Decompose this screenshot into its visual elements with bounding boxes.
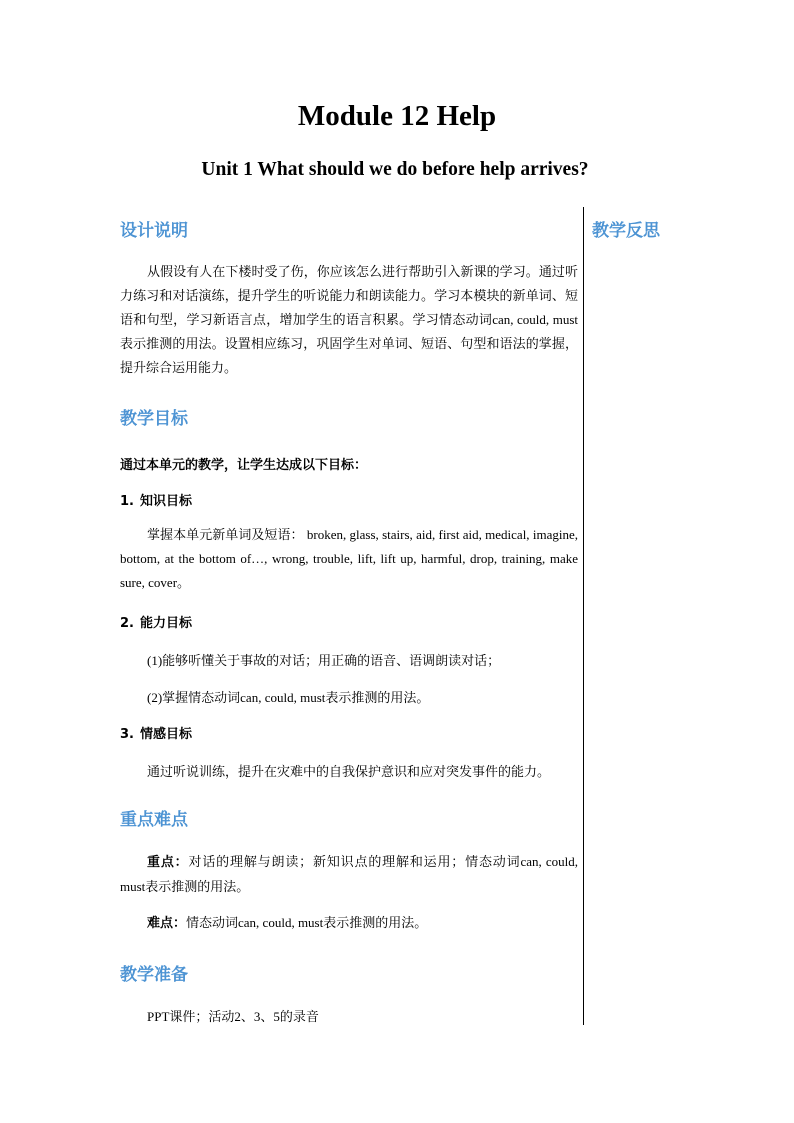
design-heading: 设计说明	[120, 221, 188, 241]
knowledge-goal-text: 掌握本单元新单词及短语： broken, glass, stairs, aid, first aid, medical, imagine, bottom, at the bottom of…, wrong, trouble, lift, lift up, harmful, drop, training, make sure, cover。	[120, 527, 578, 590]
difficult-point-text: 情态动词can, could, must表示推测的用法。	[186, 915, 428, 930]
column-divider	[583, 207, 584, 1025]
goals-intro: 通过本单元的教学，让学生达成以下目标：	[120, 458, 368, 473]
ability-goal-item-2: (2)掌握情态动词can, could, must表示推测的用法。	[147, 690, 430, 705]
emotion-goal-heading	[120, 723, 192, 742]
emotion-goal-text: 通过听说训练，提升在灾难中的自我保护意识和应对突发事件的能力。	[147, 764, 551, 779]
key-point-paragraph	[120, 850, 578, 899]
ability-goal-label: 能力目标	[140, 616, 193, 631]
goals-heading: 教学目标	[120, 409, 188, 429]
ability-goal-heading	[120, 612, 192, 631]
key-point-text: 对话的理解与朗读；新知识点的理解和运用；情态动词can, could, must表示推测的用法。	[120, 854, 578, 894]
prep-text: PPT课件；活动2、3、5的录音	[147, 1009, 319, 1024]
knowledge-goal-heading	[120, 490, 192, 509]
emotion-goal-number: 3.	[120, 727, 134, 742]
keypoints-heading: 重点难点	[120, 810, 188, 830]
key-point-label: 重点：	[147, 855, 189, 870]
knowledge-goal-number: 1.	[120, 494, 134, 509]
prep-heading: 教学准备	[120, 965, 188, 985]
page-title: Module 12 Help	[297, 100, 497, 132]
difficult-point-label: 难点：	[147, 916, 187, 931]
ability-goal-number: 2.	[120, 616, 134, 631]
difficult-point-paragraph	[120, 911, 578, 936]
ability-goal-item-1: (1)能够听懂关于事故的对话；用正确的语音、语调朗读对话；	[147, 653, 501, 668]
unit-subtitle: Unit 1 What should we do before help arrives?	[201, 159, 589, 180]
reflection-heading: 教学反思	[592, 221, 660, 241]
emotion-goal-label: 情感目标	[140, 727, 193, 742]
knowledge-goal-label: 知识目标	[140, 494, 193, 509]
design-paragraph: 从假设有人在下楼时受了伤，你应该怎么进行帮助引入新课的学习。通过听力练习和对话演练，提升学生的听说能力和朗读能力。学习本模块的新单词、短语和句型，学习新语言点，增加学生的语言积累。学习情态动词can, could, must表示推测的用法。设置相应练习，巩固学生对单词、短语、句型和语法的掌握，提升综合运用能力。	[120, 264, 578, 375]
